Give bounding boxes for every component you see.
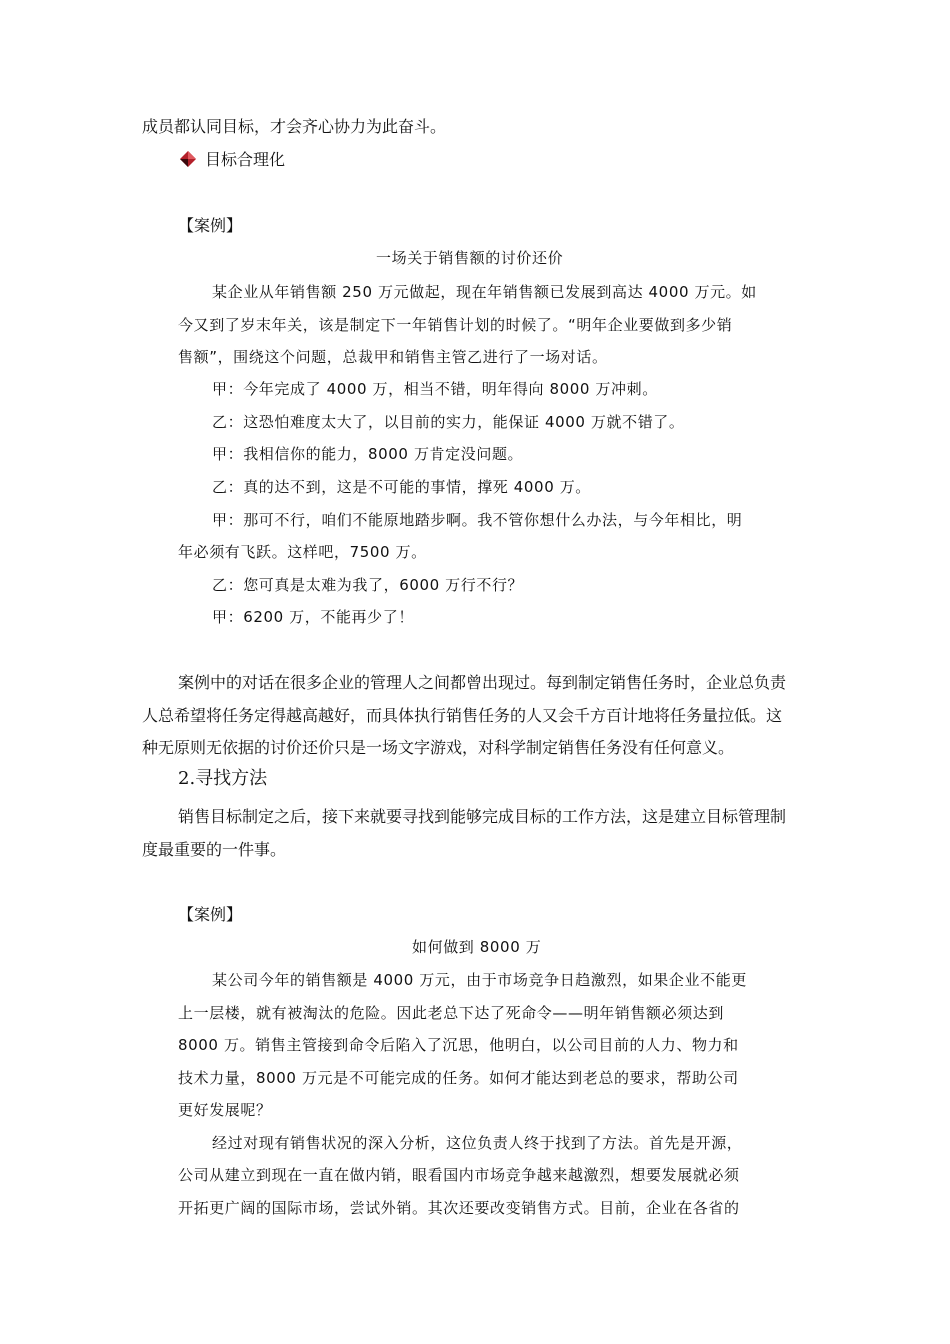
text-line: 度最重要的一件事。 bbox=[142, 840, 287, 859]
case-line: 技术力量，8000 万元是不可能完成的任务。如何才能达到老总的要求，帮助公司 bbox=[178, 1069, 739, 1087]
section-heading: 目标合理化 bbox=[205, 150, 286, 169]
case-line: 某企业从年销售额 250 万元做起，现在年销售额已发展到高达 4000 万元。如 bbox=[212, 283, 757, 301]
case-title: 如何做到 8000 万 bbox=[412, 938, 542, 956]
text-line: 成员都认同目标，才会齐心协力为此奋斗。 bbox=[142, 117, 447, 136]
case-line: 上一层楼，就有被淘汰的危险。因此老总下达了死命令——明年销售额必须达到 bbox=[178, 1004, 725, 1022]
dialog-line: 年必须有飞跃。这样吧，7500 万。 bbox=[178, 543, 427, 561]
dialog-line: 甲：我相信你的能力，8000 万肯定没问题。 bbox=[212, 445, 524, 463]
case-line: 开拓更广阔的国际市场，尝试外销。其次还要改变销售方式。目前，企业在各省的 bbox=[178, 1199, 740, 1217]
case-line: 今又到了岁末年关，该是制定下一年销售计划的时候了。“明年企业要做到多少销 bbox=[178, 316, 733, 334]
section-heading: 2.寻找方法 bbox=[178, 768, 268, 789]
dialog-line: 甲：6200 万，不能再少了！ bbox=[212, 608, 414, 626]
text-line: 销售目标制定之后，接下来就要寻找到能够完成目标的工作方法，这是建立目标管理制 bbox=[178, 807, 787, 826]
text-line: 案例中的对话在很多企业的管理人之间都曾出现过。每到制定销售任务时，企业总负责 bbox=[178, 673, 787, 692]
text-line: 人总希望将任务定得越高越好，而具体执行销售任务的人又会千方百计地将任务量拉低。这 bbox=[142, 706, 783, 725]
dialog-line: 甲：那可不行，咱们不能原地踏步啊。我不管你想什么办法，与今年相比，明 bbox=[212, 511, 743, 529]
case-line: 公司从建立到现在一直在做内销，眼看国内市场竞争越来越激烈，想要发展就必须 bbox=[178, 1166, 740, 1184]
case-line: 更好发展呢？ bbox=[178, 1101, 272, 1119]
case-line: 经过对现有销售状况的深入分析，这位负责人终于找到了方法。首先是开源， bbox=[212, 1134, 743, 1152]
text-line: 种无原则无依据的讨价还价只是一场文字游戏，对科学制定销售任务没有任何意义。 bbox=[142, 738, 735, 757]
diamond-bullet-icon bbox=[179, 150, 197, 168]
case-line: 某公司今年的销售额是 4000 万元，由于市场竞争日趋激烈，如果企业不能更 bbox=[212, 971, 747, 989]
case-title: 一场关于销售额的讨价还价 bbox=[376, 249, 564, 267]
case-label: 【案例】 bbox=[178, 216, 243, 235]
dialog-line: 甲：今年完成了 4000 万，相当不错，明年得向 8000 万冲刺。 bbox=[212, 380, 658, 398]
dialog-line: 乙：这恐怕难度太大了，以目前的实力，能保证 4000 万就不错了。 bbox=[212, 413, 685, 431]
dialog-line: 乙：真的达不到，这是不可能的事情，撑死 4000 万。 bbox=[212, 478, 591, 496]
case-label: 【案例】 bbox=[178, 905, 243, 924]
case-line: 8000 万。销售主管接到命令后陷入了沉思，他明白，以公司目前的人力、物力和 bbox=[178, 1036, 739, 1054]
dialog-line: 乙：您可真是太难为我了，6000 万行不行？ bbox=[212, 576, 524, 594]
case-line: 售额”，围绕这个问题，总裁甲和销售主管乙进行了一场对话。 bbox=[178, 348, 608, 366]
